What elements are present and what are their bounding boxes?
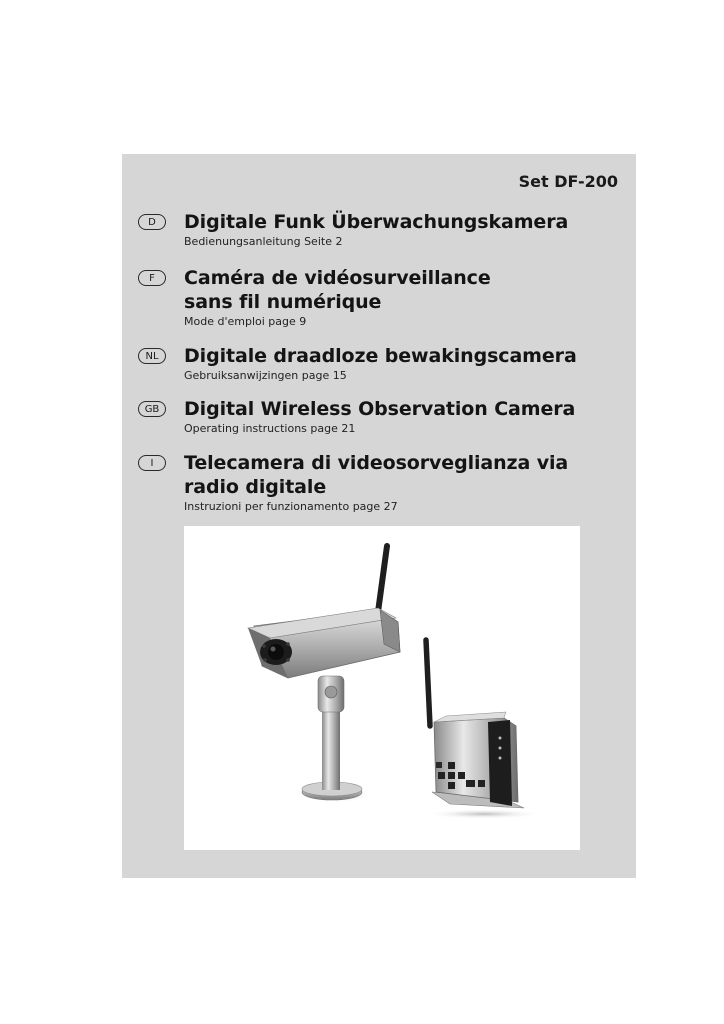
camera-illustration [248,546,400,802]
cover-panel [122,154,636,878]
entry-title: Telecamera di videosorveglianza via radio digitale [184,452,569,498]
entry-text [184,397,604,436]
entry-title: Digital Wireless Observation Camera [184,398,576,420]
entry-title: Caméra de vidéosurveillance sans fil numérique [184,267,491,313]
entry-title: Digitale Funk Überwachungskamera [184,211,569,233]
language-badge: GB [138,401,166,417]
camera-and-receiver-illustration [184,526,580,850]
entry-subtitle: Mode d'emploi page 9 [184,315,307,328]
entry-subtitle: Gebruiksanwijzingen page 15 [184,369,347,382]
language-badge: D [138,214,166,230]
entry-subtitle: Instruzioni per funzionamento page 27 [184,500,398,513]
entry-subtitle: Operating instructions page 21 [184,422,356,435]
entry-title: Digitale draadloze bewakingscamera [184,345,577,367]
entry-text [184,266,544,329]
set-id: Set DF-200 [518,172,618,191]
entry-subtitle: Bedienungsanleitung Seite 2 [184,235,343,248]
entry-text [184,451,584,514]
receiver-illustration [424,640,544,819]
product-photo [184,526,580,850]
language-badge: F [138,270,166,286]
entry-text [184,344,604,383]
language-badge: NL [138,348,166,364]
entry-text [184,210,604,249]
language-badge: I [138,455,166,471]
